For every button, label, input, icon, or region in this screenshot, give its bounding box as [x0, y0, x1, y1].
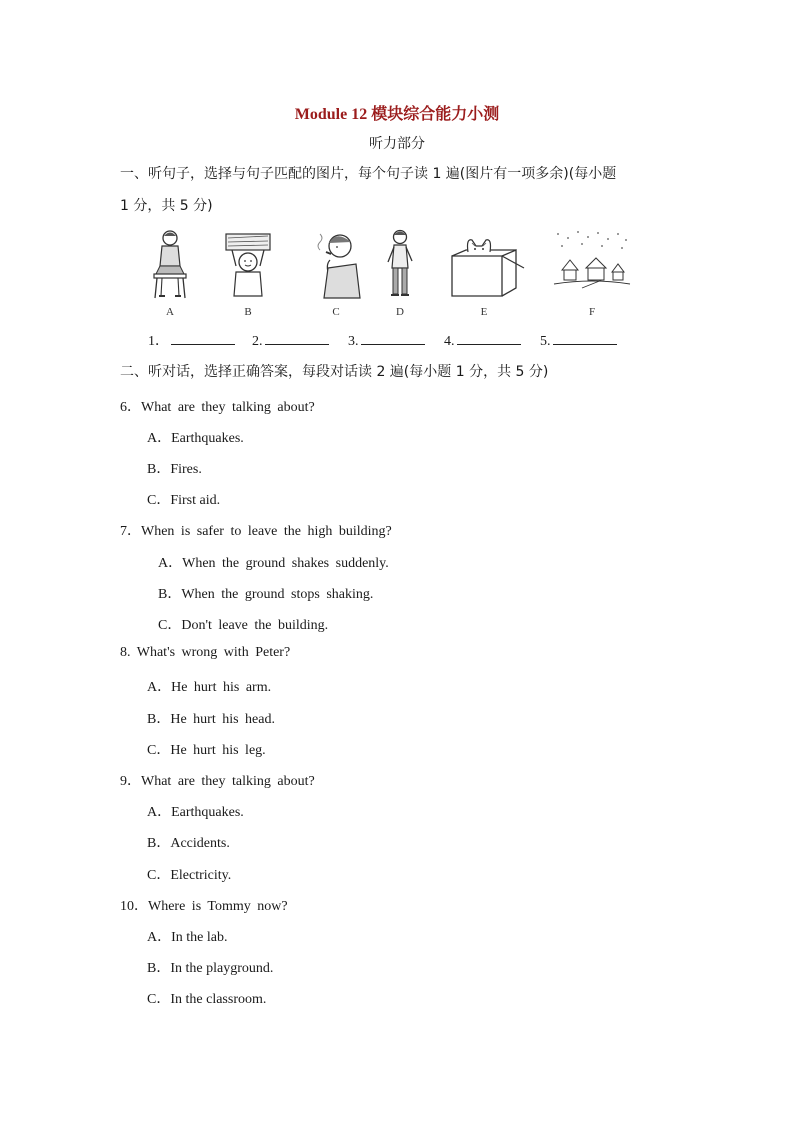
question-6-option-a[interactable]: A．Earthquakes. [147, 431, 244, 446]
question-9-option-a[interactable]: A．Earthquakes. [147, 805, 244, 820]
picture-a [130, 228, 210, 318]
picture-d [360, 228, 440, 318]
question-8-option-c[interactable]: C．He hurt his leg. [147, 743, 266, 758]
question-9: 9．What are they talking about? [120, 774, 315, 789]
section1-heading-line2: 1 分，共 5 分) [120, 198, 213, 214]
answer-blank-3[interactable]: 3. [348, 330, 425, 350]
picture-row [140, 228, 660, 318]
boy-smoking-icon [306, 228, 366, 300]
page-subtitle: 听力部分 [369, 136, 425, 152]
section1-heading-line1: 一、听句子，选择与句子匹配的图片，每个句子读 1 遍(图片有一项多余)(每小题 [120, 166, 617, 182]
question-8-option-a[interactable]: A．He hurt his arm. [147, 680, 272, 695]
question-7-option-a[interactable]: A．When the ground shakes suddenly. [158, 556, 389, 571]
picture-e [444, 228, 524, 318]
section1-heading [120, 158, 680, 222]
page-title: Module 12 模块综合能力小测 [294, 106, 500, 123]
question-9-option-b[interactable]: B．Accidents. [147, 836, 230, 851]
question-7-option-b[interactable]: B．When the ground stops shaking. [158, 587, 374, 602]
snowy-village-icon [552, 228, 632, 300]
question-6-option-c[interactable]: C．First aid. [147, 493, 221, 508]
picture-e-label: E [480, 306, 488, 318]
boy-holding-board-icon [218, 228, 278, 300]
cat-in-box-icon [444, 228, 530, 300]
answer-blank-5[interactable]: 5. [540, 330, 617, 350]
picture-a-label: A [166, 306, 174, 318]
answer-blanks [148, 330, 648, 352]
question-8-option-b[interactable]: B．He hurt his head. [147, 712, 275, 727]
question-8: 8. What's wrong with Peter? [120, 645, 291, 660]
boy-sitting-on-stool-icon [140, 228, 200, 300]
answer-blank-4[interactable]: 4. [444, 330, 521, 350]
picture-b [208, 228, 288, 318]
question-10-option-b[interactable]: B．In the playground. [147, 961, 274, 976]
question-9-option-c[interactable]: C．Electricity. [147, 868, 232, 883]
section2-heading: 二、听对话，选择正确答案，每段对话读 2 遍(每小题 1 分，共 5 分) [120, 364, 549, 380]
question-7: 7．When is safer to leave the high building? [120, 524, 392, 539]
answer-blank-1[interactable]: 1． [148, 330, 235, 350]
question-10-option-a[interactable]: A．In the lab. [147, 930, 228, 945]
picture-f [552, 228, 632, 318]
boy-standing-icon [370, 228, 430, 300]
picture-c-label: C [332, 306, 340, 318]
answer-blank-2[interactable]: 2. [252, 330, 329, 350]
question-10: 10．Where is Tommy now? [120, 899, 288, 914]
picture-b-label: B [244, 306, 252, 318]
question-6: 6．What are they talking about? [120, 400, 315, 415]
picture-f-label: F [588, 306, 596, 318]
question-6-option-b[interactable]: B．Fires. [147, 462, 202, 477]
picture-d-label: D [396, 306, 404, 318]
question-7-option-c[interactable]: C．Don't leave the building. [158, 618, 329, 633]
question-10-option-c[interactable]: C．In the classroom. [147, 992, 267, 1007]
